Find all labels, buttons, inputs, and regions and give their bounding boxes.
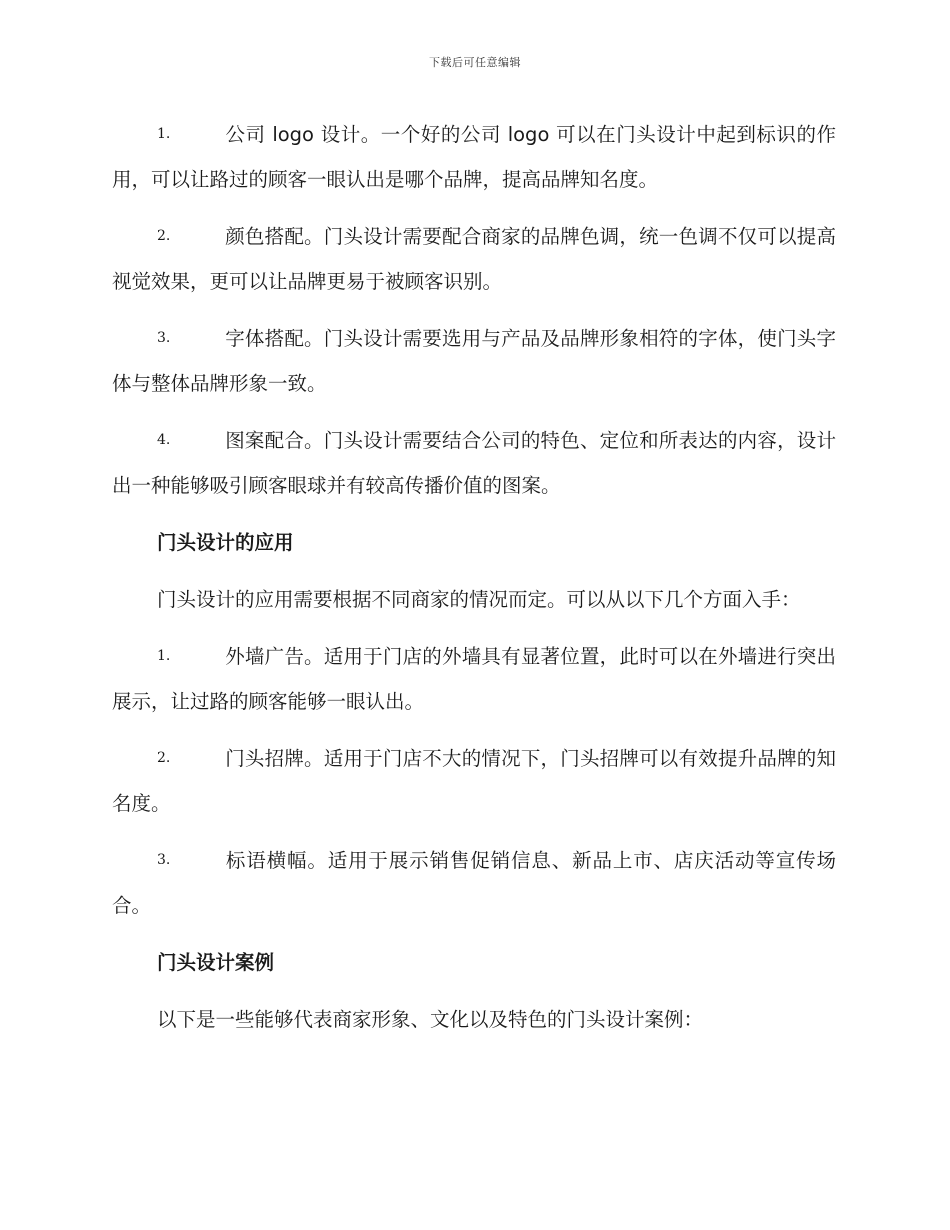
list-item <box>112 838 836 928</box>
page-header-note: 下载后可任意编辑 <box>429 56 521 69</box>
list-item <box>112 634 836 724</box>
list-item-text: 标语横幅。适用于展示销售促销信息、新品上市、店庆活动等宣传场合。 <box>112 849 836 917</box>
list-item-number: 4. <box>157 432 171 448</box>
list-item <box>112 214 836 304</box>
list-item-number: 1. <box>157 648 171 664</box>
list-item <box>112 316 836 406</box>
list-item-text: 外墙广告。适用于门店的外墙具有显著位置，此时可以在外墙进行突出展示，让过路的顾客能够一眼认出。 <box>112 645 836 713</box>
list-item <box>112 736 836 826</box>
section-heading-application: 门头设计的应用 <box>157 531 294 554</box>
list-item-number: 1. <box>157 126 171 142</box>
list-item-text: 字体搭配。门头设计需要选用与产品及品牌形象相符的字体，使门头字体与整体品牌形象一致。 <box>112 327 836 395</box>
list-item-number: 2. <box>157 228 171 244</box>
list-item-number: 3. <box>157 852 171 868</box>
list-item-text: 颜色搭配。门头设计需要配合商家的品牌色调，统一色调不仅可以提高视觉效果，更可以让品牌更易于被顾客识别。 <box>112 225 836 293</box>
paragraph-application-intro: 门头设计的应用需要根据不同商家的情况而定。可以从以下几个方面入手： <box>157 588 801 611</box>
section-heading-cases: 门头设计案例 <box>157 951 275 974</box>
list-item-text: 图案配合。门头设计需要结合公司的特色、定位和所表达的内容，设计出一种能够吸引顾客眼球并有较高传播价值的图案。 <box>112 429 836 497</box>
document-body <box>112 112 836 1054</box>
list-item-text: 门头招牌。适用于门店不大的情况下，门头招牌可以有效提升品牌的知名度。 <box>112 747 836 815</box>
list-item <box>112 112 836 202</box>
list-item-number: 3. <box>157 330 171 346</box>
paragraph-cases-intro: 以下是一些能够代表商家形象、文化以及特色的门头设计案例： <box>157 1008 704 1031</box>
list-item-text: 公司 logo 设计。一个好的公司 logo 可以在门头设计中起到标识的作用，可以让路过的顾客一眼认出是哪个品牌，提高品牌知名度。 <box>112 123 836 191</box>
list-item-number: 2. <box>157 750 171 766</box>
list-item <box>112 418 836 508</box>
